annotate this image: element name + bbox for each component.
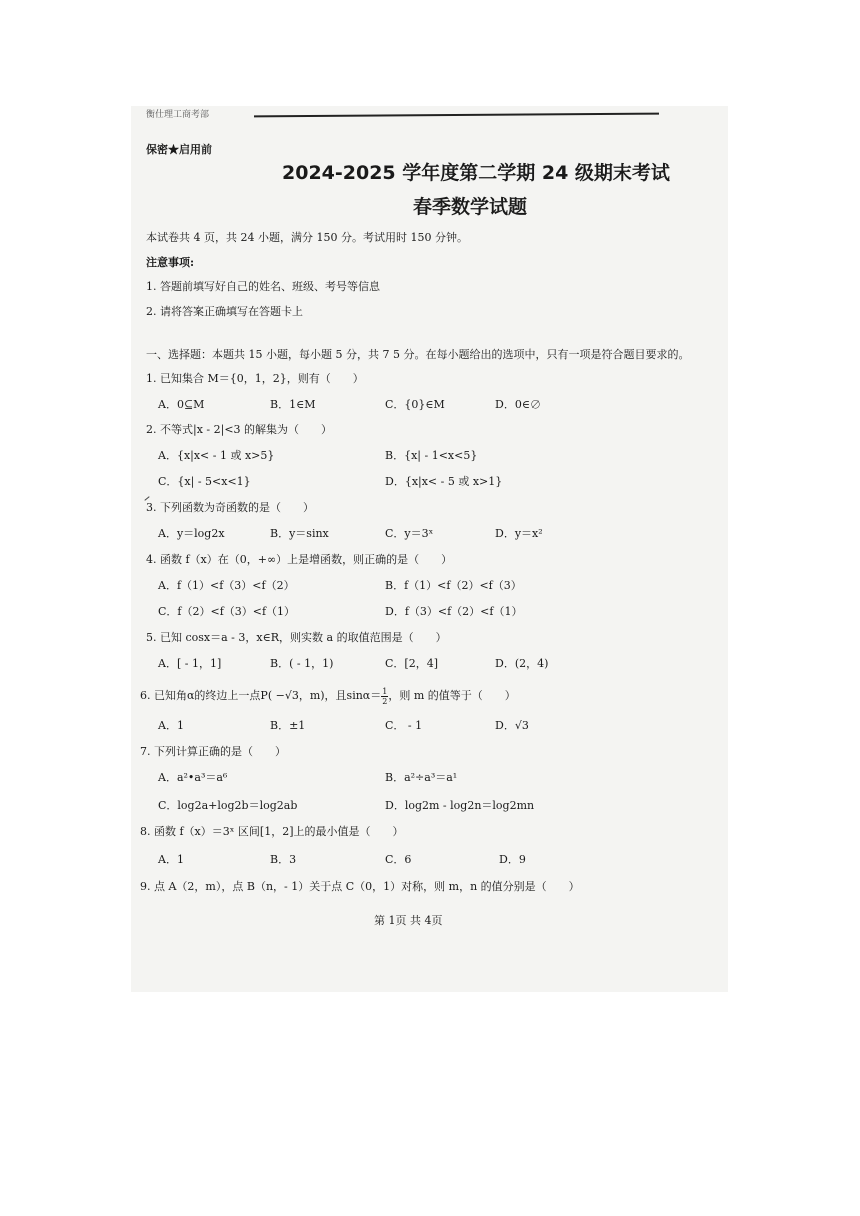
exam-intro: 本试卷共 4 页，共 24 小题，满分 150 分。考试用时 150 分钟。 (146, 231, 468, 244)
notice-item: 1. 答题前填写好自己的姓名、班级、考号等信息 (146, 280, 380, 293)
section-heading: 一、选择题：本题共 15 小题，每小题 5 分，共 7 5 分。在每小题给出的选项中，只有一项是符合题目要求的。 (146, 348, 690, 361)
confidential-label: 保密★启用前 (146, 143, 212, 156)
q1-option-b: B．1∈M (270, 398, 316, 411)
page-footer: 第 1页 共 4页 (374, 914, 443, 927)
q8-option-a: A．1 (158, 853, 184, 866)
q3-option-c: C．y＝3ˣ (385, 527, 434, 540)
q4-option-a: A．f（1）<f（3）<f（2） (158, 579, 295, 592)
notice-item: 2. 请将答案正确填写在答题卡上 (146, 305, 303, 318)
q6-option-b: B．±1 (270, 719, 306, 732)
exam-title: 2024-2025 学年度第二学期 24 级期末考试 (282, 162, 670, 184)
question-8: 8. 函数 f（x）＝3ˣ 区间[1，2]上的最小值是（ ） (140, 825, 404, 838)
question-4: 4. 函数 f（x）在（0，+∞）上是增函数，则正确的是（ ） (146, 553, 453, 566)
fraction-denominator: 2 (382, 696, 388, 706)
q6-stem-end: ，则 m 的值等于（ ） (388, 689, 516, 702)
q2-option-c: C．{x| - 5<x<1} (158, 475, 251, 488)
q7-option-a: A．a²•a³＝a⁶ (158, 771, 228, 784)
q6-stem-start: 6. 已知角α的终边上一点P( −√3，m)，且sinα＝ (140, 689, 382, 702)
q3-option-d: D．y＝x² (495, 527, 543, 540)
q5-option-b: B．( - 1，1) (270, 657, 334, 670)
q7-option-b: B．a²÷a³＝a¹ (385, 771, 458, 784)
q5-option-d: D．(2，4) (495, 657, 549, 670)
q4-option-c: C．f（2）<f（3）<f（1） (158, 605, 296, 618)
q6-option-a: A．1 (158, 719, 184, 732)
q1-option-c: C．{0}∈M (385, 398, 445, 411)
question-3: 3. 下列函数为奇函数的是（ ） (146, 501, 314, 514)
question-1: 1. 已知集合 M＝{0，1，2}，则有（ ） (146, 372, 364, 385)
question-6 (140, 685, 516, 707)
notice-heading: 注意事项: (146, 256, 195, 269)
q7-option-c: C．log2a+log2b＝log2ab (158, 799, 298, 812)
question-9: 9. 点 A（2，m），点 B（n，- 1）关于点 C（0，1）对称，则 m，n 的值分别是（ ） (140, 880, 580, 893)
q8-option-c: C．6 (385, 853, 412, 866)
exam-subtitle: 春季数学试题 (413, 196, 528, 218)
q3-option-a: A．y＝log2x (158, 527, 225, 540)
q1-option-a: A．0⊆M (158, 398, 205, 411)
q1-option-d: D．0∈∅ (495, 398, 541, 411)
q2-option-a: A．{x|x< - 1 或 x>5} (158, 449, 275, 462)
q6-option-c: C． - 1 (385, 719, 423, 732)
q8-option-d: D．9 (499, 853, 526, 866)
q6-option-d: D．√3 (495, 719, 529, 732)
q7-option-d: D．log2m - log2n＝log2mn (385, 799, 535, 812)
q3-option-b: B．y＝sinx (270, 527, 329, 540)
q5-option-a: A．[ - 1，1] (158, 657, 222, 670)
top-mark: 衡仕理工商考部 (146, 110, 210, 120)
q8-option-b: B．3 (270, 853, 297, 866)
question-2: 2. 不等式|x - 2|<3 的解集为（ ） (146, 423, 333, 436)
q2-option-b: B．{x| - 1<x<5} (385, 449, 478, 462)
question-5: 5. 已知 cosx＝a - 3，x∈R，则实数 a 的取值范围是（ ） (146, 631, 447, 644)
question-7: 7. 下列计算正确的是（ ） (140, 745, 286, 758)
q4-option-b: B．f（1）<f（2）<f（3） (385, 579, 522, 592)
fraction-numerator: 1 (382, 686, 388, 696)
q5-option-c: C．[2，4] (385, 657, 438, 670)
q2-option-d: D．{x|x< - 5 或 x>1} (385, 475, 503, 488)
q4-option-d: D．f（3）<f（2）<f（1） (385, 605, 523, 618)
